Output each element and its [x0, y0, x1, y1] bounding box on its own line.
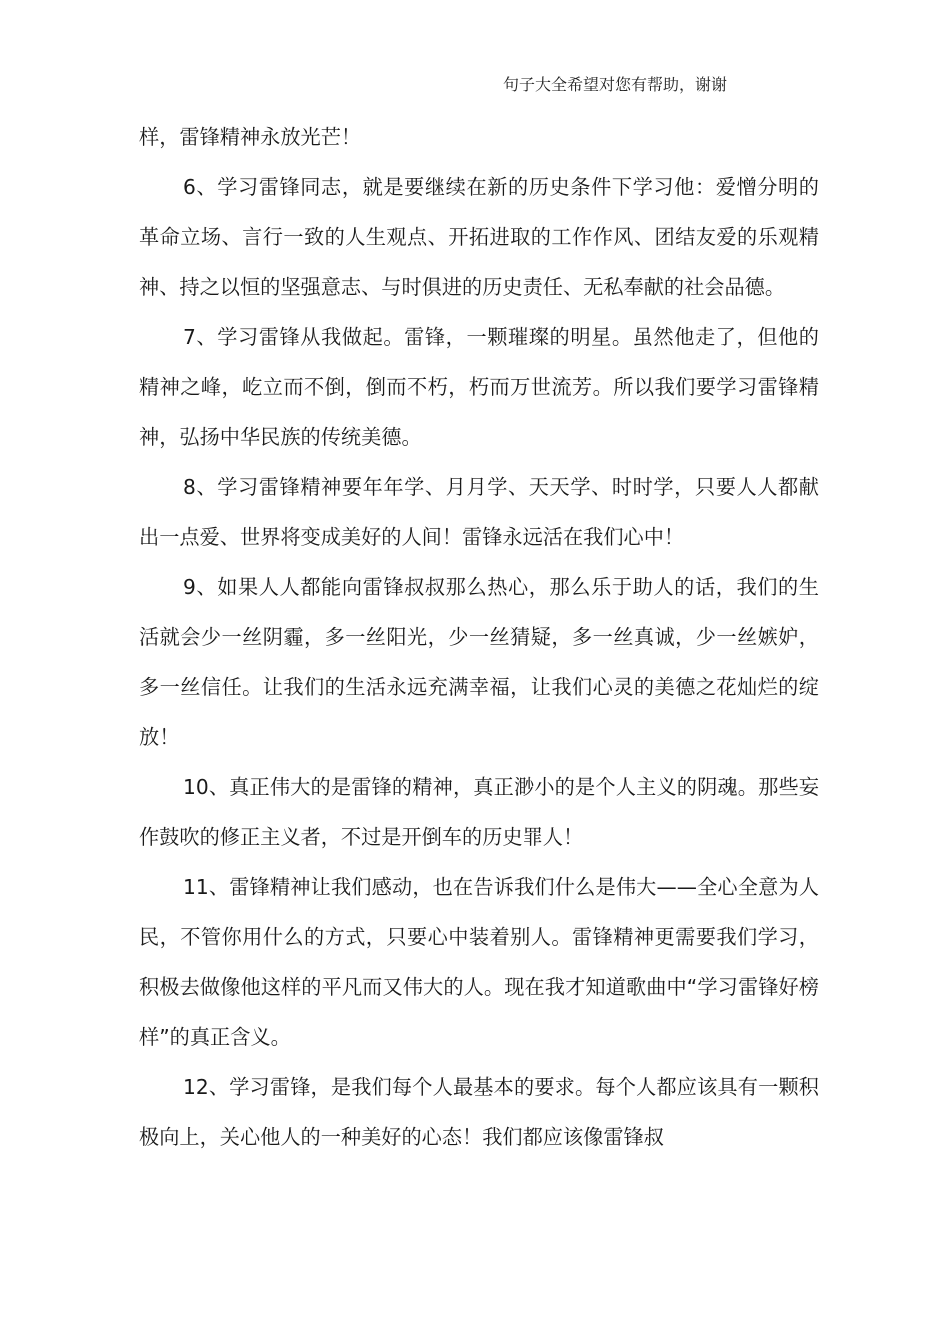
paragraph-8: 8、学习雷锋精神要年年学、月月学、天天学、时时学，只要人人都献出一点爱、世界将变成美好的人间！雷锋永远活在我们心中！: [139, 475, 819, 549]
paragraph-11: 11、雷锋精神让我们感动，也在告诉我们什么是伟大——全心全意为人民，不管你用什么的方式，只要心中装着别人。雷锋精神更需要我们学习，积极去做像他这样的平凡而又伟大的人。现在我才知道歌曲中“学习雷锋好榜样”的真正含义。: [139, 875, 819, 1049]
paragraph-9: 9、如果人人都能向雷锋叔叔那么热心，那么乐于助人的话，我们的生活就会少一丝阴霾，多一丝阳光，少一丝猜疑，多一丝真诚，少一丝嫉妒，多一丝信任。让我们的生活永远充满幸福，让我们心灵的美德之花灿烂的绽放！: [139, 575, 819, 749]
paragraph-6: 6、学习雷锋同志，就是要继续在新的历史条件下学习他：爱憎分明的革命立场、言行一致的人生观点、开拓进取的工作作风、团结友爱的乐观精神、持之以恒的坚强意志、与时俱进的历史责任、无私奉献的社会品德。: [139, 175, 819, 299]
document-body: [139, 112, 819, 1162]
paragraph-12: 12、学习雷锋，是我们每个人最基本的要求。每个人都应该具有一颗积极向上，关心他人的一种美好的心态！我们都应该像雷锋叔: [139, 1075, 819, 1149]
header-note: 句子大全希望对您有帮助，谢谢: [503, 75, 728, 94]
paragraph-continuation: 样，雷锋精神永放光芒！: [139, 125, 362, 149]
paragraph-7: 7、学习雷锋从我做起。雷锋，一颗璀璨的明星。虽然他走了，但他的精神之峰，屹立而不倒，倒而不朽，朽而万世流芳。所以我们要学习雷锋精神，弘扬中华民族的传统美德。: [139, 325, 819, 449]
paragraph-10: 10、真正伟大的是雷锋的精神，真正渺小的是个人主义的阴魂。那些妄作鼓吹的修正主义者，不过是开倒车的历史罪人！: [139, 775, 819, 849]
